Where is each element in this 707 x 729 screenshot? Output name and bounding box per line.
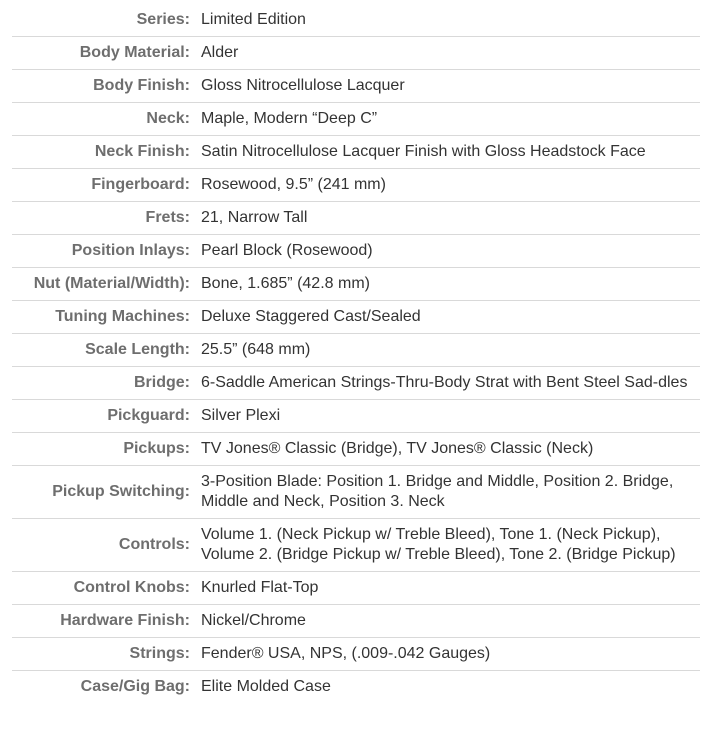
- spec-label: Position Inlays:: [12, 235, 198, 268]
- spec-label: Pickguard:: [12, 400, 198, 433]
- spec-value: Limited Edition: [198, 4, 700, 37]
- spec-value: 6-Saddle American Strings-Thru-Body Strat with Bent Steel Sad-dles: [198, 367, 700, 400]
- spec-row-tuning-machines: [12, 301, 700, 334]
- spec-value: Fender® USA, NPS, (.009-.042 Gauges): [198, 638, 700, 671]
- spec-label: Case/Gig Bag:: [80, 678, 190, 695]
- spec-label: Series:: [12, 4, 198, 37]
- specifications-table: [12, 4, 700, 703]
- spec-row-scale-length: [12, 334, 700, 367]
- spec-value: Maple, Modern “Deep C”: [198, 103, 700, 136]
- spec-label: Scale Length:: [12, 334, 198, 367]
- spec-label: Neck Finish:: [12, 136, 198, 169]
- spec-value: Elite Molded Case: [201, 678, 331, 695]
- spec-value: Bone, 1.685” (42.8 mm): [198, 268, 700, 301]
- spec-label: Pickups:: [12, 433, 198, 466]
- spec-value: Rosewood, 9.5” (241 mm): [198, 169, 700, 202]
- spec-row-series: [12, 4, 700, 37]
- spec-value: 21, Narrow Tall: [198, 202, 700, 235]
- spec-value: 25.5” (648 mm): [198, 334, 700, 367]
- spec-row-pickup-switching: [12, 466, 700, 519]
- spec-row-fingerboard: [12, 169, 700, 202]
- spec-value: Knurled Flat-Top: [198, 572, 700, 605]
- spec-row-body-material: [12, 37, 700, 70]
- spec-label: Hardware Finish:: [12, 605, 198, 638]
- spec-value: Satin Nitrocellulose Lacquer Finish with Gloss Headstock Face: [198, 136, 700, 169]
- spec-row-case-gig-bag: [12, 671, 700, 704]
- spec-label: Neck:: [12, 103, 198, 136]
- spec-label: Control Knobs:: [12, 572, 198, 605]
- spec-value: Volume 1. (Neck Pickup w/ Treble Bleed), Tone 1. (Neck Pickup), Volume 2. (Bridge Pickup w/ Treble Bleed), Tone 2. (Bridge Pickup): [198, 519, 700, 572]
- spec-label: Frets:: [12, 202, 198, 235]
- spec-value: Silver Plexi: [198, 400, 700, 433]
- spec-label: Strings:: [12, 638, 198, 671]
- spec-value: Gloss Nitrocellulose Lacquer: [198, 70, 700, 103]
- spec-label: Fingerboard:: [12, 169, 198, 202]
- spec-value: Pearl Block (Rosewood): [198, 235, 700, 268]
- spec-label: Body Finish:: [12, 70, 198, 103]
- spec-row-strings: [12, 638, 700, 671]
- spec-row-frets: [12, 202, 700, 235]
- spec-row-nut: [12, 268, 700, 301]
- spec-row-body-finish: [12, 70, 700, 103]
- spec-row-bridge: [12, 367, 700, 400]
- spec-value: Alder: [198, 37, 700, 70]
- spec-row-neck: [12, 103, 700, 136]
- spec-row-position-inlays: [12, 235, 700, 268]
- spec-label: Tuning Machines:: [12, 301, 198, 334]
- spec-label: Pickup Switching:: [12, 466, 198, 519]
- spec-value: 3-Position Blade: Position 1. Bridge and Middle, Position 2. Bridge, Middle and Neck, Position 3. Neck: [198, 466, 700, 519]
- spec-row-control-knobs: [12, 572, 700, 605]
- spec-value: Nickel/Chrome: [198, 605, 700, 638]
- spec-label: Nut (Material/Width):: [12, 268, 198, 301]
- spec-row-controls: [12, 519, 700, 572]
- spec-row-pickguard: [12, 400, 700, 433]
- spec-row-hardware-finish: [12, 605, 700, 638]
- spec-row-pickups: [12, 433, 700, 466]
- spec-label: Bridge:: [12, 367, 198, 400]
- spec-row-neck-finish: [12, 136, 700, 169]
- spec-label: Body Material:: [12, 37, 198, 70]
- spec-value: TV Jones® Classic (Bridge), TV Jones® Classic (Neck): [198, 433, 700, 466]
- spec-label: Controls:: [12, 519, 198, 572]
- spec-value: Deluxe Staggered Cast/Sealed: [198, 301, 700, 334]
